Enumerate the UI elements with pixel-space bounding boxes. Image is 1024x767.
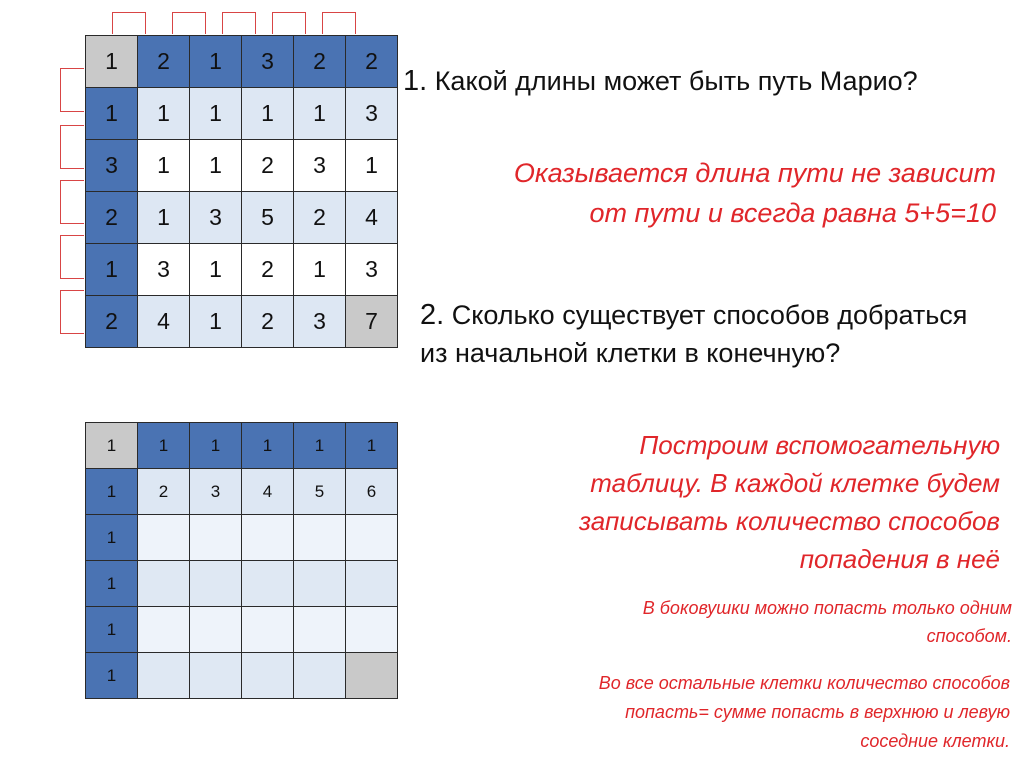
grid-cell bbox=[294, 607, 346, 653]
question-1-number: 1. bbox=[403, 65, 428, 97]
grid-cell: 2 bbox=[138, 469, 190, 515]
grid-cell: 5 bbox=[294, 469, 346, 515]
grid-cell bbox=[294, 653, 346, 699]
grid-cell: 2 bbox=[138, 36, 190, 88]
note-2-line: Во все остальные клетки количество способов bbox=[598, 673, 1010, 693]
grid-cell bbox=[138, 653, 190, 699]
grid-row bbox=[86, 607, 398, 653]
note-1-line: способом. bbox=[926, 626, 1012, 646]
grid-cell: 1 bbox=[86, 88, 138, 140]
note-2-line: соседние клетки. bbox=[860, 731, 1010, 751]
grid-cell: 3 bbox=[138, 244, 190, 296]
grid-row bbox=[86, 192, 398, 244]
grid-cell-start: 1 bbox=[86, 423, 138, 469]
grid-row bbox=[86, 88, 398, 140]
grid-cell bbox=[346, 561, 398, 607]
grid-cell: 4 bbox=[346, 192, 398, 244]
note-2 bbox=[430, 669, 1010, 756]
grid-cell: 1 bbox=[138, 423, 190, 469]
grid-cell bbox=[138, 515, 190, 561]
grid-cell: 3 bbox=[242, 36, 294, 88]
grid-cell: 2 bbox=[294, 36, 346, 88]
grid-row bbox=[86, 469, 398, 515]
grid-cell: 1 bbox=[86, 607, 138, 653]
grid-cell bbox=[190, 653, 242, 699]
question-2-text: Сколько существует способов добраться из начальной клетки в конечную? bbox=[420, 300, 968, 368]
grid-cell: 2 bbox=[294, 192, 346, 244]
question-2-number: 2. bbox=[420, 299, 445, 331]
grid-cell: 1 bbox=[86, 515, 138, 561]
grid-row bbox=[86, 140, 398, 192]
path-bracket-top bbox=[172, 12, 206, 34]
grid-cell: 1 bbox=[190, 88, 242, 140]
grid-cell: 1 bbox=[190, 244, 242, 296]
mario-cost-grid bbox=[85, 35, 398, 348]
grid-cell: 1 bbox=[86, 244, 138, 296]
answer-2-line: Построим вспомогательную bbox=[639, 430, 1000, 460]
grid-row bbox=[86, 36, 398, 88]
question-1-text: Какой длины может быть путь Марио? bbox=[434, 66, 918, 96]
grid-cell-end: 7 bbox=[346, 296, 398, 348]
path-bracket-left bbox=[60, 235, 84, 279]
grid-cell: 1 bbox=[346, 423, 398, 469]
grid-cell: 1 bbox=[190, 423, 242, 469]
grid-cell: 1 bbox=[242, 423, 294, 469]
grid-cell: 2 bbox=[242, 140, 294, 192]
grid-cell bbox=[346, 515, 398, 561]
grid-cell: 3 bbox=[346, 88, 398, 140]
grid-cell: 1 bbox=[190, 296, 242, 348]
grid-cell bbox=[242, 607, 294, 653]
grid-cell: 1 bbox=[138, 88, 190, 140]
grid-cell: 4 bbox=[242, 469, 294, 515]
auxiliary-count-grid bbox=[85, 422, 398, 699]
grid-row bbox=[86, 515, 398, 561]
path-bracket-left bbox=[60, 125, 84, 169]
path-bracket-top bbox=[112, 12, 146, 34]
answer-1-line: от пути и всегда равна 5+5=10 bbox=[589, 198, 996, 228]
path-bracket-left bbox=[60, 180, 84, 224]
note-1 bbox=[430, 594, 1012, 650]
grid-cell: 3 bbox=[294, 140, 346, 192]
answer-1-line: Оказывается длина пути не зависит bbox=[513, 158, 996, 188]
grid-row bbox=[86, 653, 398, 699]
grid-row bbox=[86, 561, 398, 607]
grid-cell: 1 bbox=[242, 88, 294, 140]
grid-row bbox=[86, 423, 398, 469]
grid-cell: 1 bbox=[190, 36, 242, 88]
answer-2-line: таблицу. В каждой клетке будем bbox=[590, 468, 1000, 498]
grid-cell: 6 bbox=[346, 469, 398, 515]
answer-1 bbox=[400, 153, 996, 233]
grid-cell: 1 bbox=[86, 653, 138, 699]
grid-cell bbox=[242, 515, 294, 561]
question-1 bbox=[403, 62, 963, 100]
answer-2 bbox=[430, 426, 1000, 578]
path-bracket-left bbox=[60, 68, 84, 112]
grid-cell: 5 bbox=[242, 192, 294, 244]
grid-cell: 4 bbox=[138, 296, 190, 348]
grid-cell: 1 bbox=[86, 561, 138, 607]
grid-cell-end bbox=[346, 653, 398, 699]
note-1-line: В боковушки можно попасть только одним bbox=[642, 598, 1012, 618]
grid-cell: 2 bbox=[242, 296, 294, 348]
note-2-line: попасть= сумме попасть в верхнюю и левую bbox=[625, 702, 1010, 722]
grid-cell: 3 bbox=[346, 244, 398, 296]
path-bracket-top bbox=[272, 12, 306, 34]
grid-row bbox=[86, 244, 398, 296]
grid-cell: 1 bbox=[190, 140, 242, 192]
grid-cell bbox=[190, 607, 242, 653]
grid-cell: 3 bbox=[86, 140, 138, 192]
answer-2-line: попадения в неё bbox=[799, 544, 1000, 574]
question-2 bbox=[420, 296, 980, 372]
grid-cell: 1 bbox=[294, 244, 346, 296]
grid-cell: 2 bbox=[242, 244, 294, 296]
grid-cell bbox=[294, 515, 346, 561]
grid-cell: 3 bbox=[190, 469, 242, 515]
grid-cell: 1 bbox=[86, 469, 138, 515]
grid-cell: 2 bbox=[86, 296, 138, 348]
grid-cell bbox=[346, 607, 398, 653]
grid-cell bbox=[242, 561, 294, 607]
grid-cell: 3 bbox=[190, 192, 242, 244]
grid-cell: 3 bbox=[294, 296, 346, 348]
grid-cell bbox=[138, 561, 190, 607]
grid-cell: 1 bbox=[294, 423, 346, 469]
path-bracket-left bbox=[60, 290, 84, 334]
grid-cell bbox=[190, 515, 242, 561]
grid-row bbox=[86, 296, 398, 348]
grid-cell: 2 bbox=[86, 192, 138, 244]
grid-cell bbox=[294, 561, 346, 607]
grid-cell: 1 bbox=[138, 140, 190, 192]
grid-cell: 1 bbox=[346, 140, 398, 192]
grid-cell: 1 bbox=[294, 88, 346, 140]
grid-cell: 1 bbox=[138, 192, 190, 244]
grid-cell bbox=[242, 653, 294, 699]
path-bracket-top bbox=[322, 12, 356, 34]
answer-2-line: записывать количество способов bbox=[578, 506, 1000, 536]
grid-cell bbox=[190, 561, 242, 607]
path-bracket-top bbox=[222, 12, 256, 34]
grid-cell-start: 1 bbox=[86, 36, 138, 88]
grid-cell bbox=[138, 607, 190, 653]
grid-cell: 2 bbox=[346, 36, 398, 88]
